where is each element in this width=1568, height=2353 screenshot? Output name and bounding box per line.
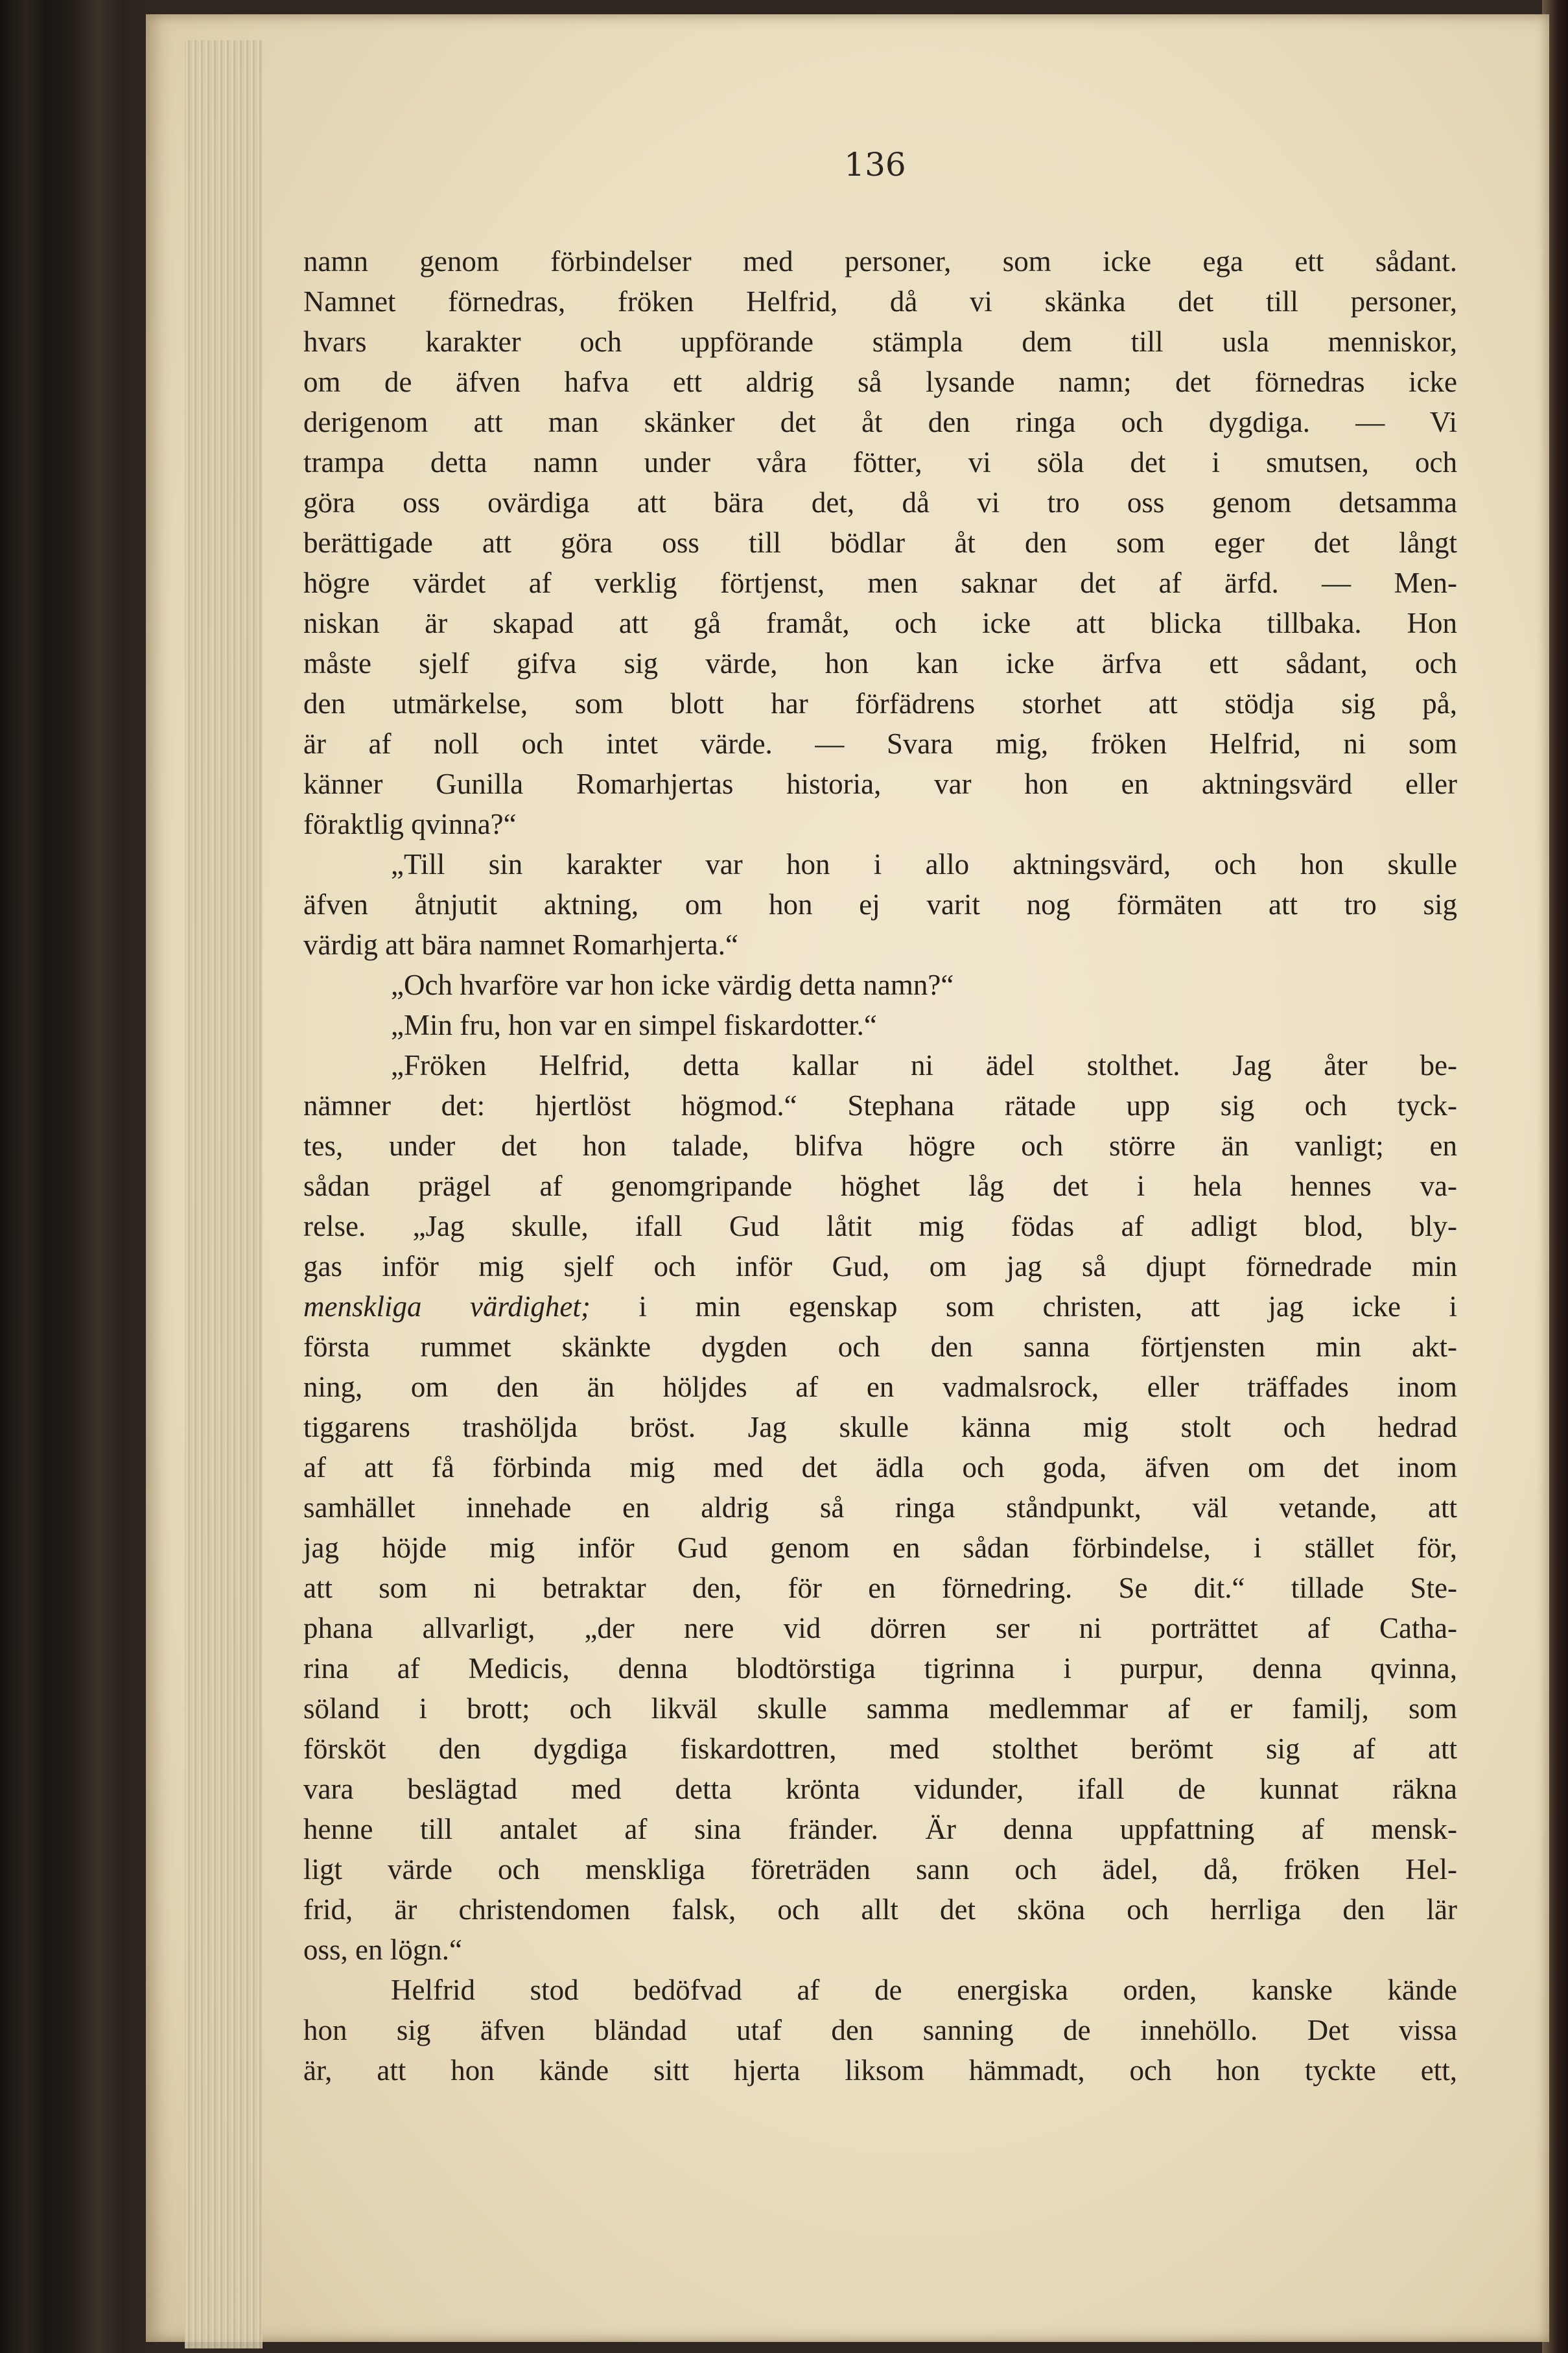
text-line: gas inför mig sjelf och inför Gud, om jag så djupt förnedrade min — [303, 1250, 1457, 1283]
text-line: niskan är skapad att gå framåt, och icke att blicka tillbaka. Hon — [303, 607, 1457, 639]
body-text — [303, 241, 1457, 2090]
text-line: henne till antalet af sina fränder. Är denna uppfattning af mensk- — [303, 1813, 1457, 1845]
text-line: värdig att bära namnet Romarhjerta.“ — [303, 928, 738, 961]
text-line: försköt den dygdiga fiskardottren, med stolthet berömt sig af att — [303, 1732, 1457, 1765]
text-line: phana allvarligt, „der nere vid dörren ser ni porträttet af Catha- — [303, 1612, 1457, 1644]
text-line: är af noll och intet värde. — Svara mig, fröken Helfrid, ni som — [303, 727, 1457, 760]
text-line: tiggarens trashöljda bröst. Jag skulle känna mig stolt och hedrad — [303, 1411, 1457, 1443]
text-line: söland i brott; och likväl skulle samma medlemmar af er familj, som — [303, 1692, 1457, 1725]
text-line: sådan prägel af genomgripande höghet låg det i hela hennes va- — [303, 1170, 1457, 1202]
text-line: äfven åtnjutit aktning, om hon ej varit nog förmäten att tro sig — [303, 888, 1457, 921]
text-line: namn genom förbindelser med personer, som icke ega ett sådant. — [303, 245, 1457, 278]
text-line: den utmärkelse, som blott har förfädrens storhet att stödja sig på, — [303, 687, 1457, 720]
text-line: hvars karakter och uppförande stämpla dem till usla menniskor, — [303, 325, 1457, 358]
text-line: föraktlig qvinna?“ — [303, 808, 517, 840]
line-rest: i min egenskap som christen, att jag icke i — [590, 1290, 1457, 1323]
text-line: berättigade att göra oss till bödlar åt den som eger det långt — [303, 526, 1457, 559]
text-line: derigenom att man skänker det åt den ringa och dygdiga. — Vi — [303, 406, 1457, 438]
text-line-italic — [303, 1286, 1457, 1327]
text-line: känner Gunilla Romarhjertas historia, var hon en aktningsvärd eller — [303, 768, 1457, 800]
text-line: ning, om den än höljdes af en vadmalsrock, eller träffades inom — [303, 1371, 1457, 1403]
page-stack-edges — [185, 40, 263, 2348]
text-line: göra oss ovärdiga att bära det, då vi tro oss genom detsamma — [303, 486, 1457, 519]
text-line: „Till sin karakter var hon i allo aktningsvärd, och hon skulle — [391, 848, 1457, 881]
text-line: att som ni betraktar den, för en förnedring. Se dit.“ tillade Ste- — [303, 1572, 1457, 1604]
text-line: högre värdet af verklig förtjenst, men saknar det af ärfd. — Men- — [303, 567, 1457, 599]
text-line: „Fröken Helfrid, detta kallar ni ädel stolthet. Jag åter be- — [391, 1049, 1457, 1082]
text-line: är, att hon kände sitt hjerta liksom hämmadt, och hon tyckte ett, — [303, 2054, 1457, 2087]
italic-phrase: menskliga värdighet; — [303, 1290, 591, 1323]
text-line: första rummet skänkte dygden och den sanna förtjensten min akt- — [303, 1330, 1457, 1363]
text-line: trampa detta namn under våra fötter, vi söla det i smutsen, och — [303, 446, 1457, 479]
text-line: ligt värde och menskliga företräden sann och ädel, då, fröken Hel- — [303, 1853, 1457, 1886]
text-line: „Min fru, hon var en simpel fiskardotter.“ — [391, 1009, 877, 1041]
page-number: 136 — [844, 146, 906, 183]
text-line: om de äfven hafva ett aldrig så lysande namn; det förnedras icke — [303, 366, 1457, 398]
text-line: Namnet förnedras, fröken Helfrid, då vi skänka det till personer, — [303, 285, 1457, 318]
text-line: af att få förbinda mig med det ädla och goda, äfven om det inom — [303, 1451, 1457, 1484]
text-line: samhället innehade en aldrig så ringa ståndpunkt, väl vetande, att — [303, 1491, 1457, 1524]
text-line: jag höjde mig inför Gud genom en sådan förbindelse, i stället för, — [303, 1531, 1457, 1564]
text-line: tes, under det hon talade, blifva högre och större än vanligt; en — [303, 1129, 1457, 1162]
text-line: nämner det: hjertlöst högmod.“ Stephana rätade upp sig och tyck- — [303, 1089, 1457, 1122]
text-line: frid, är christendomen falsk, och allt det sköna och herrliga den lär — [303, 1893, 1457, 1926]
text-line: oss, en lögn.“ — [303, 1933, 462, 1966]
text-line: vara beslägtad med detta krönta vidunder, ifall de kunnat räkna — [303, 1773, 1457, 1805]
text-line: måste sjelf gifva sig värde, hon kan icke ärfva ett sådant, och — [303, 647, 1457, 680]
text-line: Helfrid stod bedöfvad af de energiska orden, kanske kände — [391, 1974, 1457, 2006]
text-line: „Och hvarföre var hon icke värdig detta namn?“ — [391, 969, 954, 1001]
text-line: relse. „Jag skulle, ifall Gud låtit mig födas af adligt blod, bly- — [303, 1210, 1457, 1242]
text-line: hon sig äfven bländad utaf den sanning de innehöllo. Det vissa — [303, 2014, 1457, 2046]
text-line: rina af Medicis, denna blodtörstiga tigrinna i purpur, denna qvinna, — [303, 1652, 1457, 1685]
